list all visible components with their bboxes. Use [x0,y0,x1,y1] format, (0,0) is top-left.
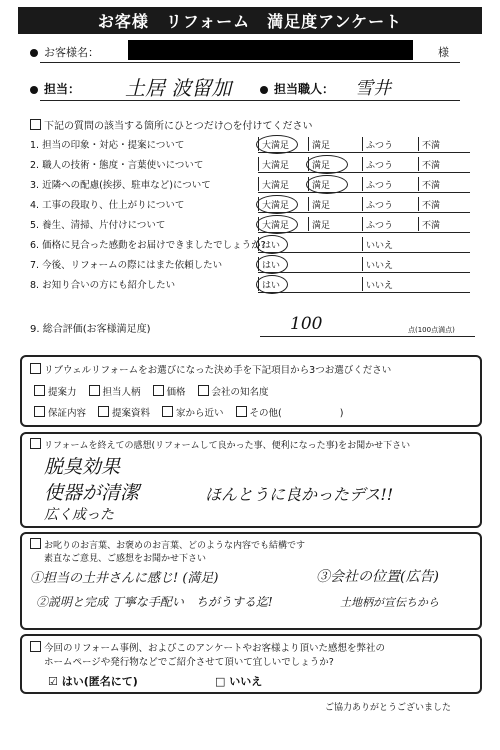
checkbox-checked-icon[interactable]: ☑ [48,675,58,688]
staff-label: 担当： [44,82,81,96]
row-underline [258,172,470,173]
craft-row [260,80,334,97]
thanks-text: ご協力ありがとうございました [325,703,452,713]
question-label: 5. 養生、清掃、片付けについて [30,220,166,231]
checkbox-icon[interactable] [98,406,109,417]
answer-option[interactable]: ふつう [362,197,418,211]
reason-option[interactable]: 価格 [153,384,186,398]
permission-header-2: ホームページや発行物などでご紹介させて頂いて宜しいでしょうか? [44,657,334,668]
comment-line-2: ②説明と完成 丁寧な手配い ちがうする迄! [36,595,273,609]
answer-option[interactable]: 満足 [308,197,362,211]
permission-no[interactable]: □ いいえ [215,675,263,688]
answer-option[interactable]: 不満 [418,177,470,191]
square-icon [30,363,41,374]
row-underline [258,232,470,233]
row-underline [258,252,470,253]
question-row [30,194,480,214]
permission-header-1: 今回のリフォーム事例、およびこのアンケートやお客様より頂いた感想を弊社の [30,640,385,654]
total-unit: 点(100点満点) [408,326,455,334]
question-label: 7. 今後、リフォームの際にはまた依頼したい [30,260,223,271]
reasons-header: リブウェルリフォームをお選びになった決め手を下記項目から3つお選びください [30,362,391,376]
checkbox-icon[interactable] [236,406,247,417]
answer-option[interactable]: いいえ [362,237,470,251]
answer-option[interactable]: はい [258,237,362,251]
impression-line-3: 広く成った [44,507,114,523]
row-underline [258,152,470,153]
row-underline [258,292,470,293]
reason-option[interactable]: 提案資料 [98,405,150,419]
answer-option[interactable]: 不満 [418,157,470,171]
comments-header-1: お叱りのお言葉、お褒めのお言葉、どのような内容でも結構です [30,538,305,551]
customer-name-label: お客様名： [44,46,99,59]
impression-line-1: 脱臭効果 [44,456,121,478]
reasons-row1 [34,384,474,398]
impressions-header: リフォームを終えての感想(リフォームして良かった事、便利になった事)をお聞かせ下さい [30,438,410,451]
comment-right-1: ③会社の位置(広告) [316,569,439,585]
question-label: 3. 近隣への配慮(挨拶、駐車など)について [30,180,211,191]
answer-option[interactable]: 満足 [308,137,362,151]
questions-grid [30,134,480,294]
question-row [30,214,480,234]
craft-label: 担当職人： [274,82,335,96]
bullet-icon [30,86,38,94]
answer-option[interactable]: ふつう [362,157,418,171]
question-label: 4. 工事の段取り、仕上がりについて [30,200,185,211]
question-row [30,234,480,254]
answer-option[interactable]: 不満 [418,197,470,211]
answer-option[interactable]: 大満足 [258,197,308,211]
reason-option[interactable]: 家から近い [162,405,224,419]
answer-option[interactable]: 大満足 [258,217,308,231]
staff-row [30,80,80,97]
customer-name-row [30,44,99,60]
checkbox-icon[interactable] [34,385,45,396]
checkbox-icon[interactable]: □ [215,675,226,688]
comments-header-2: 素直なご意見、ご感想をお聞かせ下さい [44,554,207,564]
questions-header: 下記の質問の該当する箇所にひとつだけ○を付けてください [30,117,313,132]
answer-option[interactable]: ふつう [362,217,418,231]
checkbox-icon[interactable] [153,385,164,396]
question-row [30,254,480,274]
row-underline [258,272,470,273]
survey-title: お客様 リフォーム 満足度アンケート [18,7,482,34]
row-underline [258,192,470,193]
row-underline [258,212,470,213]
staff-underline [40,100,460,101]
answer-option[interactable]: いいえ [362,257,470,271]
answer-option[interactable]: 不満 [418,137,470,151]
total-value: 100 [290,314,323,334]
comment-right-2: 土地柄が宣伝ちから [340,596,439,609]
customer-suffix: 様 [438,46,449,59]
square-icon [30,641,41,652]
comment-line-1: ①担当の土井さんに感じ! (満足) [30,571,219,586]
question-label: 8. お知り合いの方にも紹介したい [30,280,176,291]
question-row [30,134,480,154]
checkbox-icon[interactable] [89,385,100,396]
staff-name: 土居 波留加 [125,76,232,100]
question-label: 2. 職人の技術・態度・言葉使いについて [30,160,204,171]
square-icon [30,438,41,449]
answer-option[interactable]: 大満足 [258,137,308,151]
question-row [30,154,480,174]
reason-option[interactable]: 提案力 [34,384,77,398]
customer-name-underline [40,62,460,63]
permission-yes[interactable]: ☑ はい(匿名にて) [48,675,138,688]
square-icon [30,119,41,130]
reason-option[interactable]: その他( ) [236,405,344,419]
redacted-customer-name [128,40,413,60]
answer-option[interactable]: いいえ [362,277,470,291]
total-underline [260,336,475,337]
answer-option[interactable]: 不満 [418,217,470,231]
checkbox-icon[interactable] [34,406,45,417]
answer-option[interactable]: 大満足 [258,177,308,191]
total-label: 9. 総合評価(お客様満足度) [30,324,151,335]
craft-name: 雪井 [355,78,391,99]
reason-option[interactable]: 会社の知名度 [198,384,269,398]
answer-option[interactable]: 大満足 [258,157,308,171]
question-row [30,274,480,294]
answer-option[interactable]: はい [258,277,362,291]
answer-option[interactable]: はい [258,257,362,271]
bullet-icon [30,49,38,57]
question-label: 6. 価格に見合った感動をお届けできましたでしょうか? [30,240,266,251]
reason-option[interactable]: 保証内容 [34,405,86,419]
impression-side: ほんとうに良かったデス!! [205,485,394,504]
answer-option[interactable]: ふつう [362,137,418,151]
square-icon [30,538,41,549]
answer-option[interactable]: 満足 [308,177,362,191]
answer-option[interactable]: ふつう [362,177,418,191]
checkbox-icon[interactable] [198,385,209,396]
question-label: 1. 担当の印象・対応・提案について [30,140,185,151]
checkbox-icon[interactable] [162,406,173,417]
reason-option[interactable]: 担当人柄 [89,384,141,398]
question-row [30,174,480,194]
answer-option[interactable]: 満足 [308,217,362,231]
reasons-row2 [34,405,474,419]
answer-option[interactable]: 満足 [308,157,362,171]
impression-line-2: 使器が清潔 [44,482,140,504]
bullet-icon [260,86,268,94]
